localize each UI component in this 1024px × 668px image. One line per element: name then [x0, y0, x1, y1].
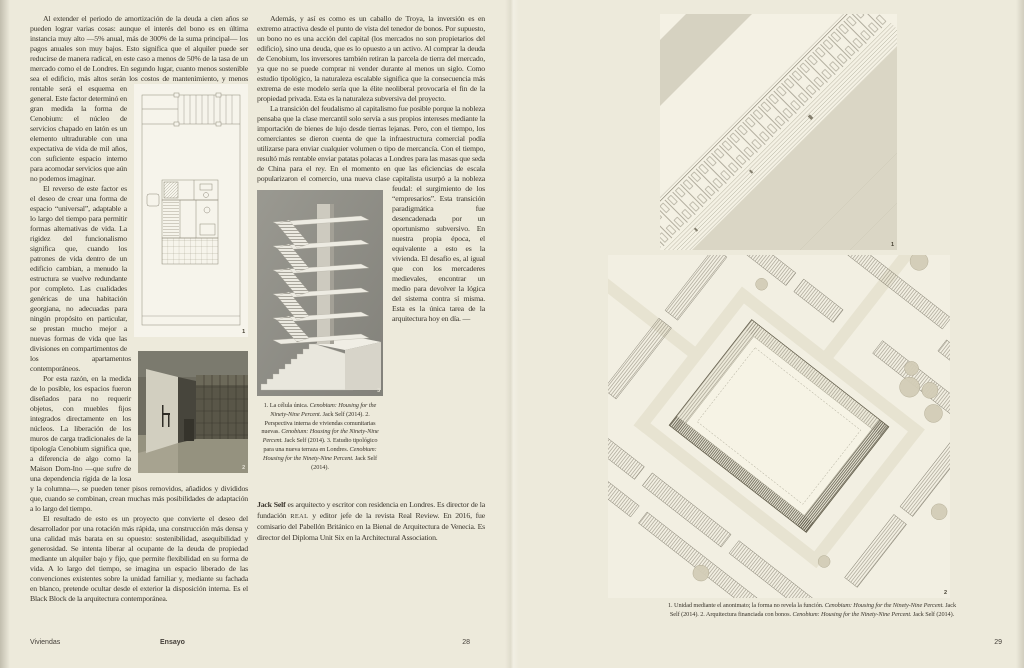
- figure-model-photo-stairs: [257, 190, 383, 396]
- figure-number: 2: [242, 465, 245, 471]
- figure-number: 1: [890, 242, 894, 248]
- caption-title: Cenobium: Housing for the Ninety-Nine Percent.: [262, 428, 379, 445]
- figure-axonometric-terrace: [660, 14, 897, 250]
- footer-essay-label: Ensayo: [160, 639, 185, 646]
- caption-text: 1. Unidad mediante el anonimato; la forma no revela la función.: [668, 602, 825, 609]
- figure-block-stair-model: [257, 190, 383, 472]
- caption-title: Cenobium: Housing for the Ninety-Nine Percent.: [263, 445, 377, 462]
- figure-number: 3: [377, 388, 380, 394]
- right-page-caption: [668, 602, 956, 620]
- author-bio: [257, 482, 485, 543]
- aerial-axonometric-drawing: [608, 255, 950, 598]
- caption-text: Jack Self (2014). 2. Perspectiva interna de viviendas comunitarias nuevas.: [261, 410, 376, 436]
- axonometric-terrace-drawing: [660, 14, 897, 250]
- page-number-left: 28: [462, 639, 470, 646]
- model-photo-stairs: [257, 190, 383, 396]
- caption-title: Cenobium: Housing for the Ninety-Nine Percent.: [270, 402, 377, 418]
- figure-number: 1: [242, 329, 245, 335]
- page-number-right: 29: [994, 639, 1002, 646]
- caption-text: Jack Self (2014). 2. Arquitectura financiada con bonos.: [669, 602, 956, 618]
- figure-aerial-axonometric: [608, 255, 950, 598]
- body-paragraph: Por esta razón, en la medida de lo posible, los espacios fueron diseñados para no requerir objetos, con muebles fijos integrados directamente en los núcleos. La liberación de los muros de carga tradicionales de la tipología Cenobium significa que, a diferencia de algo como la Maison Dom-Ino —que sufre de una dependencia rígida de la losa y la columna—, se pueden tener pisos removidos, añadidos y divididos que, cuando se combinan, crean muchas más posibilidades de adaptación a lo largo del tiempo.: [30, 374, 248, 513]
- left-page-caption: [257, 402, 383, 472]
- caption-title: Cenobium: Housing for the Ninety-Nine Percent.: [792, 610, 912, 618]
- author-name: Jack Self: [257, 500, 286, 510]
- left-column-1: [30, 14, 248, 604]
- page-fold: [505, 0, 519, 668]
- caption-title: Cenobium: Housing for the Ninety-Nine Percent.: [824, 602, 944, 609]
- figure-floor-plan: [134, 84, 248, 337]
- bio-text: y editor jefe de la revista Real Review. En 2016, fue comisario del Pabellón Británico en la Bienal de Arquitectura de Venecia. Es director del Diploma Unit Six en la Architectural Association.: [257, 510, 485, 542]
- body-paragraph: La transición del feudalismo al capitalismo fue posible porque la nobleza pensaba que la clase mercantil solo servía a sus propios intereses mediante la importación de bienes de lujo desde tierras lejanas. Pero, con el tiempo, los comerciantes se dieron cuenta de que la infraestructura comercial podía utilizarse para enviar cualquier volumen o tipo de mercancía. Con el tiempo, resultó más rentable enviar patatas polacas a Londres para las masas que seda de China para el rey. En el momento en que las eficiencias de escala popularizaron el comercio, una nueva clase capitalista usurpó a la nobleza feudal: el surgimiento de los “empresarios”. Esta transición paradigmática fue desencadenada por un oportunismo subversivo. En nuestra propia época, el equivalente a esto es la vivienda. El desafío es, al igual que con los mercaderes medievales, encontrar un medio para devolver la lógica del sistema contra sí misma. Esta es la única tarea de la arquitectura hoy en día. —: [257, 104, 485, 323]
- caption-text: Jack Self (2014). 3. Estudio tipológico para una nueva terraza en Londres.: [263, 437, 378, 453]
- figure-model-photo-interior: [138, 351, 248, 473]
- page-edge-right: [1016, 0, 1024, 668]
- figure-number: 2: [943, 590, 947, 596]
- caption-text: Jack Self (2014).: [911, 610, 955, 618]
- bio-smallcaps: REAL: [290, 512, 309, 520]
- body-paragraph: Además, y así es como es un caballo de Troya, la inversión es en extremo atractiva desde el punto de vista del tenedor de bonos. Por supuesto, un bono no es una acción del capital (los mercados no son propietarios del edificio), sino una deuda, que es lo opuesto a un activo. Al comprar la deuda de Cenobium, los inversores también retiran la parcela de tierra del mercado, ya que no se puede comprar ni vender durante al menos un siglo. Como estudio tipológico, la naturaleza escalable significa que la consecuencia más extrema de este modelo sería que la élite neoliberal provocaría el fin de la propiedad privada. Esta es la naturaleza subversiva del proyecto.: [257, 14, 485, 103]
- caption-text: Jack Self (2014).: [311, 454, 377, 471]
- footer-section-label: Viviendas: [30, 639, 61, 646]
- bio-text: es arquitecto y escritor con residencia en Londres. Es director de la fundación: [257, 500, 485, 520]
- left-column-2: [257, 14, 485, 543]
- body-paragraph: Al extender el periodo de amortización de la deuda a cien años se pueden lograr varias cosas: aunque el interés del bono es en última instancia muy alto —5% anual, más de 300% de la suma principal— los pagos anuales son muy bajos. Esto significa que el alquiler puede ser reducirse de manera radical, en este caso a menos de 50% de la tasa de un mercado como el de Londres. En segundo lugar, cuanto menos sostenible sea el edificio, más altos serán los costos de mantenimiento, y menos rentable será el esquema en general. Este factor determinó en gran medida la forma de Cenobium: el núcleo de servicios chapado en latón es un elemento ultradurable con una expectativa de vida de mil años, con suficiente espacio interno para acomodar servicios que aún no podemos imaginar.: [30, 14, 248, 183]
- caption-text: 1. La célula única.: [263, 402, 310, 409]
- floor-plan-drawing: [134, 84, 248, 337]
- body-paragraph: El resultado de esto es un proyecto que convierte el deseo del desarrollador por una rotación más rápida, una construcción más densa y una calidad más barata en su opuesto: sostenibilidad, asequibilidad y generosidad. Se intenta liberar al ocupante de la deuda de propiedad mediante un alquiler bajo y fijo, que permite flexibilidad en su forma de vida. A lo largo del tiempo, se imagina un espacio liberado de las convenciones existentes sobre la unidad familiar y, mediante su fachada en blanco, pretende ocultar desde el exterior la disposición interna. Es el Black Block de la arquitectura contemporánea.: [30, 514, 248, 603]
- model-photo-interior: [138, 351, 248, 473]
- page-edge-left: [0, 0, 10, 668]
- body-paragraph: El reverso de este factor es el deseo de crear una forma de espacio “universal”, adaptable a lo largo del tiempo para permitir formas alternativas de vida. La rigidez del funcionalismo significa que, cuando los patrones de vida dentro de un edificio cambian, a menudo la estructura se vuelve redundante por completo. Las cualidades genéricas de una habitación georgiana, no adecuadas para ningún propósito en particular, se prestan mucho mejor a nuevas formas de vida que las divisiones en compartimentos de los apartamentos contemporáneos.: [30, 184, 131, 373]
